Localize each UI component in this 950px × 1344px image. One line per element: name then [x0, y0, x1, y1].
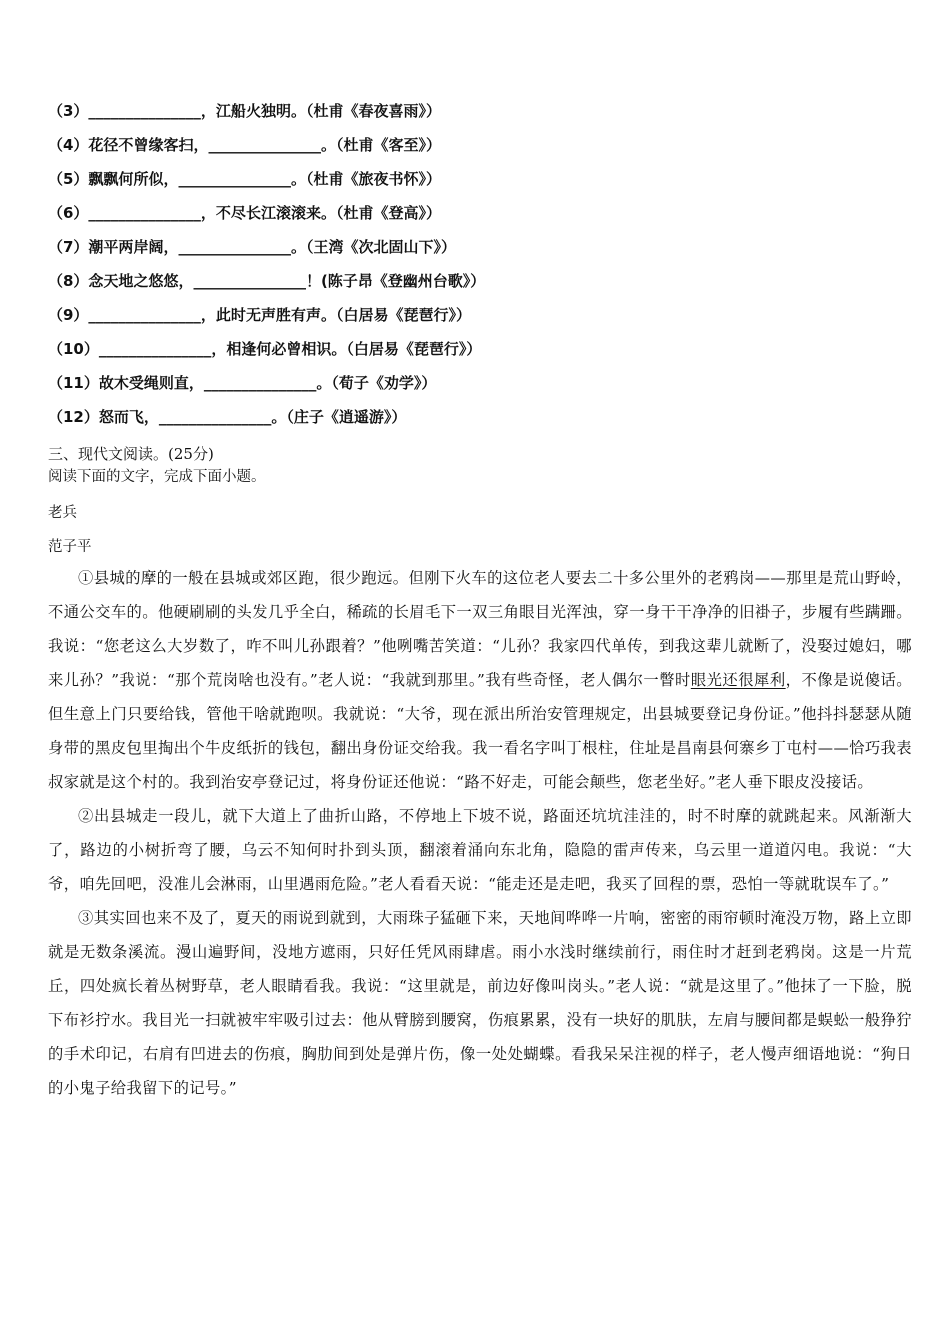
paragraph-text: ，不像是说傻话。但生意上门只要给钱，管他干啥就跑呗。我就说：“大爷，现在派出所治安管理规定，出县城要登记身份证。”他抖抖瑟瑟从随身带的黑皮包里掏出个牛皮纸折的钱包，翻出身份证交给我。我一看名字叫丁根柱，住址是昌南县何寨乡丁屯村——恰巧我表叔家就是这个村的。我到治安亭登记过，将身份证还他说：“路不好走，可能会颠些，您老坐好。”老人垂下眼皮没接话。: [48, 671, 912, 791]
fill-item: （3）_______________，江船火独明。（杜甫《春夜喜雨》）: [48, 102, 441, 120]
story-body: [48, 561, 912, 1105]
underlined-phrase: 眼光还很犀利: [690, 671, 786, 689]
fill-item: （9）_______________，此时无声胜有声。（白居易《琵琶行》）: [48, 306, 471, 324]
paragraph-text: ①县城的摩的一般在县城或郊区跑，很少跑远。但刚下火车的这位老人要去二十多公里外的老鸦岗——那里是荒山野岭，不通公交车的。他硬刷刷的头发几乎全白，稀疏的长眉毛下一双三角眼目光浑浊，穿一身干干净净的旧褂子，步履有些蹒跚。我说：“您老这么大岁数了，咋不叫儿孙跟着？”他咧嘴苦笑道：“儿孙？我家四代单传，到我这辈儿就断了，没娶过媳妇，哪来儿孙？”我说：“那个荒岗啥也没有。”老人说：“我就到那里。”我有些奇怪，老人偶尔一瞥时: [48, 569, 912, 689]
story-title: 老兵: [48, 505, 77, 521]
fill-item: （4）花径不曾缘客扫，_______________。（杜甫《客至》）: [48, 136, 441, 154]
fill-item: （7）潮平两岸阔，_______________。（王湾《次北固山下》）: [48, 238, 456, 256]
story-paragraph-3: ③其实回也来不及了，夏天的雨说到就到，大雨珠子猛砸下来，天地间哗哗一片响，密密的雨帘顿时淹没万物，路上立即就是无数条溪流。漫山遍野间，没地方遮雨，只好任凭风雨肆虐。雨小水浅时继续前行，雨住时才赶到老鸦岗。这是一片荒丘，四处疯长着丛树野草，老人眼睛看我。我说：“这里就是，前边好像叫岗头。”老人说：“就是这里了。”他抹了一下脸，脱下布衫拧水。我目光一扫就被牢牢吸引过去：他从臂膀到腰窝，伤痕累累，没有一块好的肌肤，左肩与腰间都是蜈蚣一般狰狞的手术印记，右肩有凹进去的伤痕，胸肋间到处是弹片伤，像一处处蝴蝶。看我呆呆注视的样子，老人慢声细语地说：“狗日的小鬼子给我留下的记号。”: [48, 909, 912, 1097]
story-author: 范子平: [48, 539, 92, 555]
fill-item: （6）_______________，不尽长江滚滚来。（杜甫《登高》）: [48, 204, 441, 222]
fill-item: （10）_______________，相逢何必曾相识。（白居易《琵琶行》）: [48, 340, 482, 358]
fill-item: （8）念天地之悠悠，_______________！(陈子昂《登幽州台歌》）: [48, 272, 486, 290]
section-heading: 三、现代文阅读。(25分): [48, 445, 214, 463]
fill-item: （5）飘飘何所似，_______________。（杜甫《旅夜书怀》）: [48, 170, 441, 188]
story-paragraph-2: ②出县城走一段儿，就下大道上了曲折山路，不停地上下坡不说，路面还坑坑洼洼的，时不时摩的就跳起来。风渐渐大了，路边的小树折弯了腰，乌云不知何时扑到头顶，翻滚着涌向东北角，隐隐的雷声传来，乌云里一道道闪电。我说：“大爷，咱先回吧，没准儿会淋雨，山里遇雨危险。”老人看看天说：“能走还是走吧，我买了回程的票，恐怕一等就耽误车了。”: [48, 807, 912, 893]
fill-item: （12）怒而飞，_______________。（庄子《逍遥游》）: [48, 408, 407, 426]
story-paragraph-1: [48, 561, 912, 799]
fill-item: （11）故木受绳则直，_______________。（荀子《劝学》）: [48, 374, 437, 392]
section-instruction: 阅读下面的文字，完成下面小题。: [48, 469, 266, 485]
